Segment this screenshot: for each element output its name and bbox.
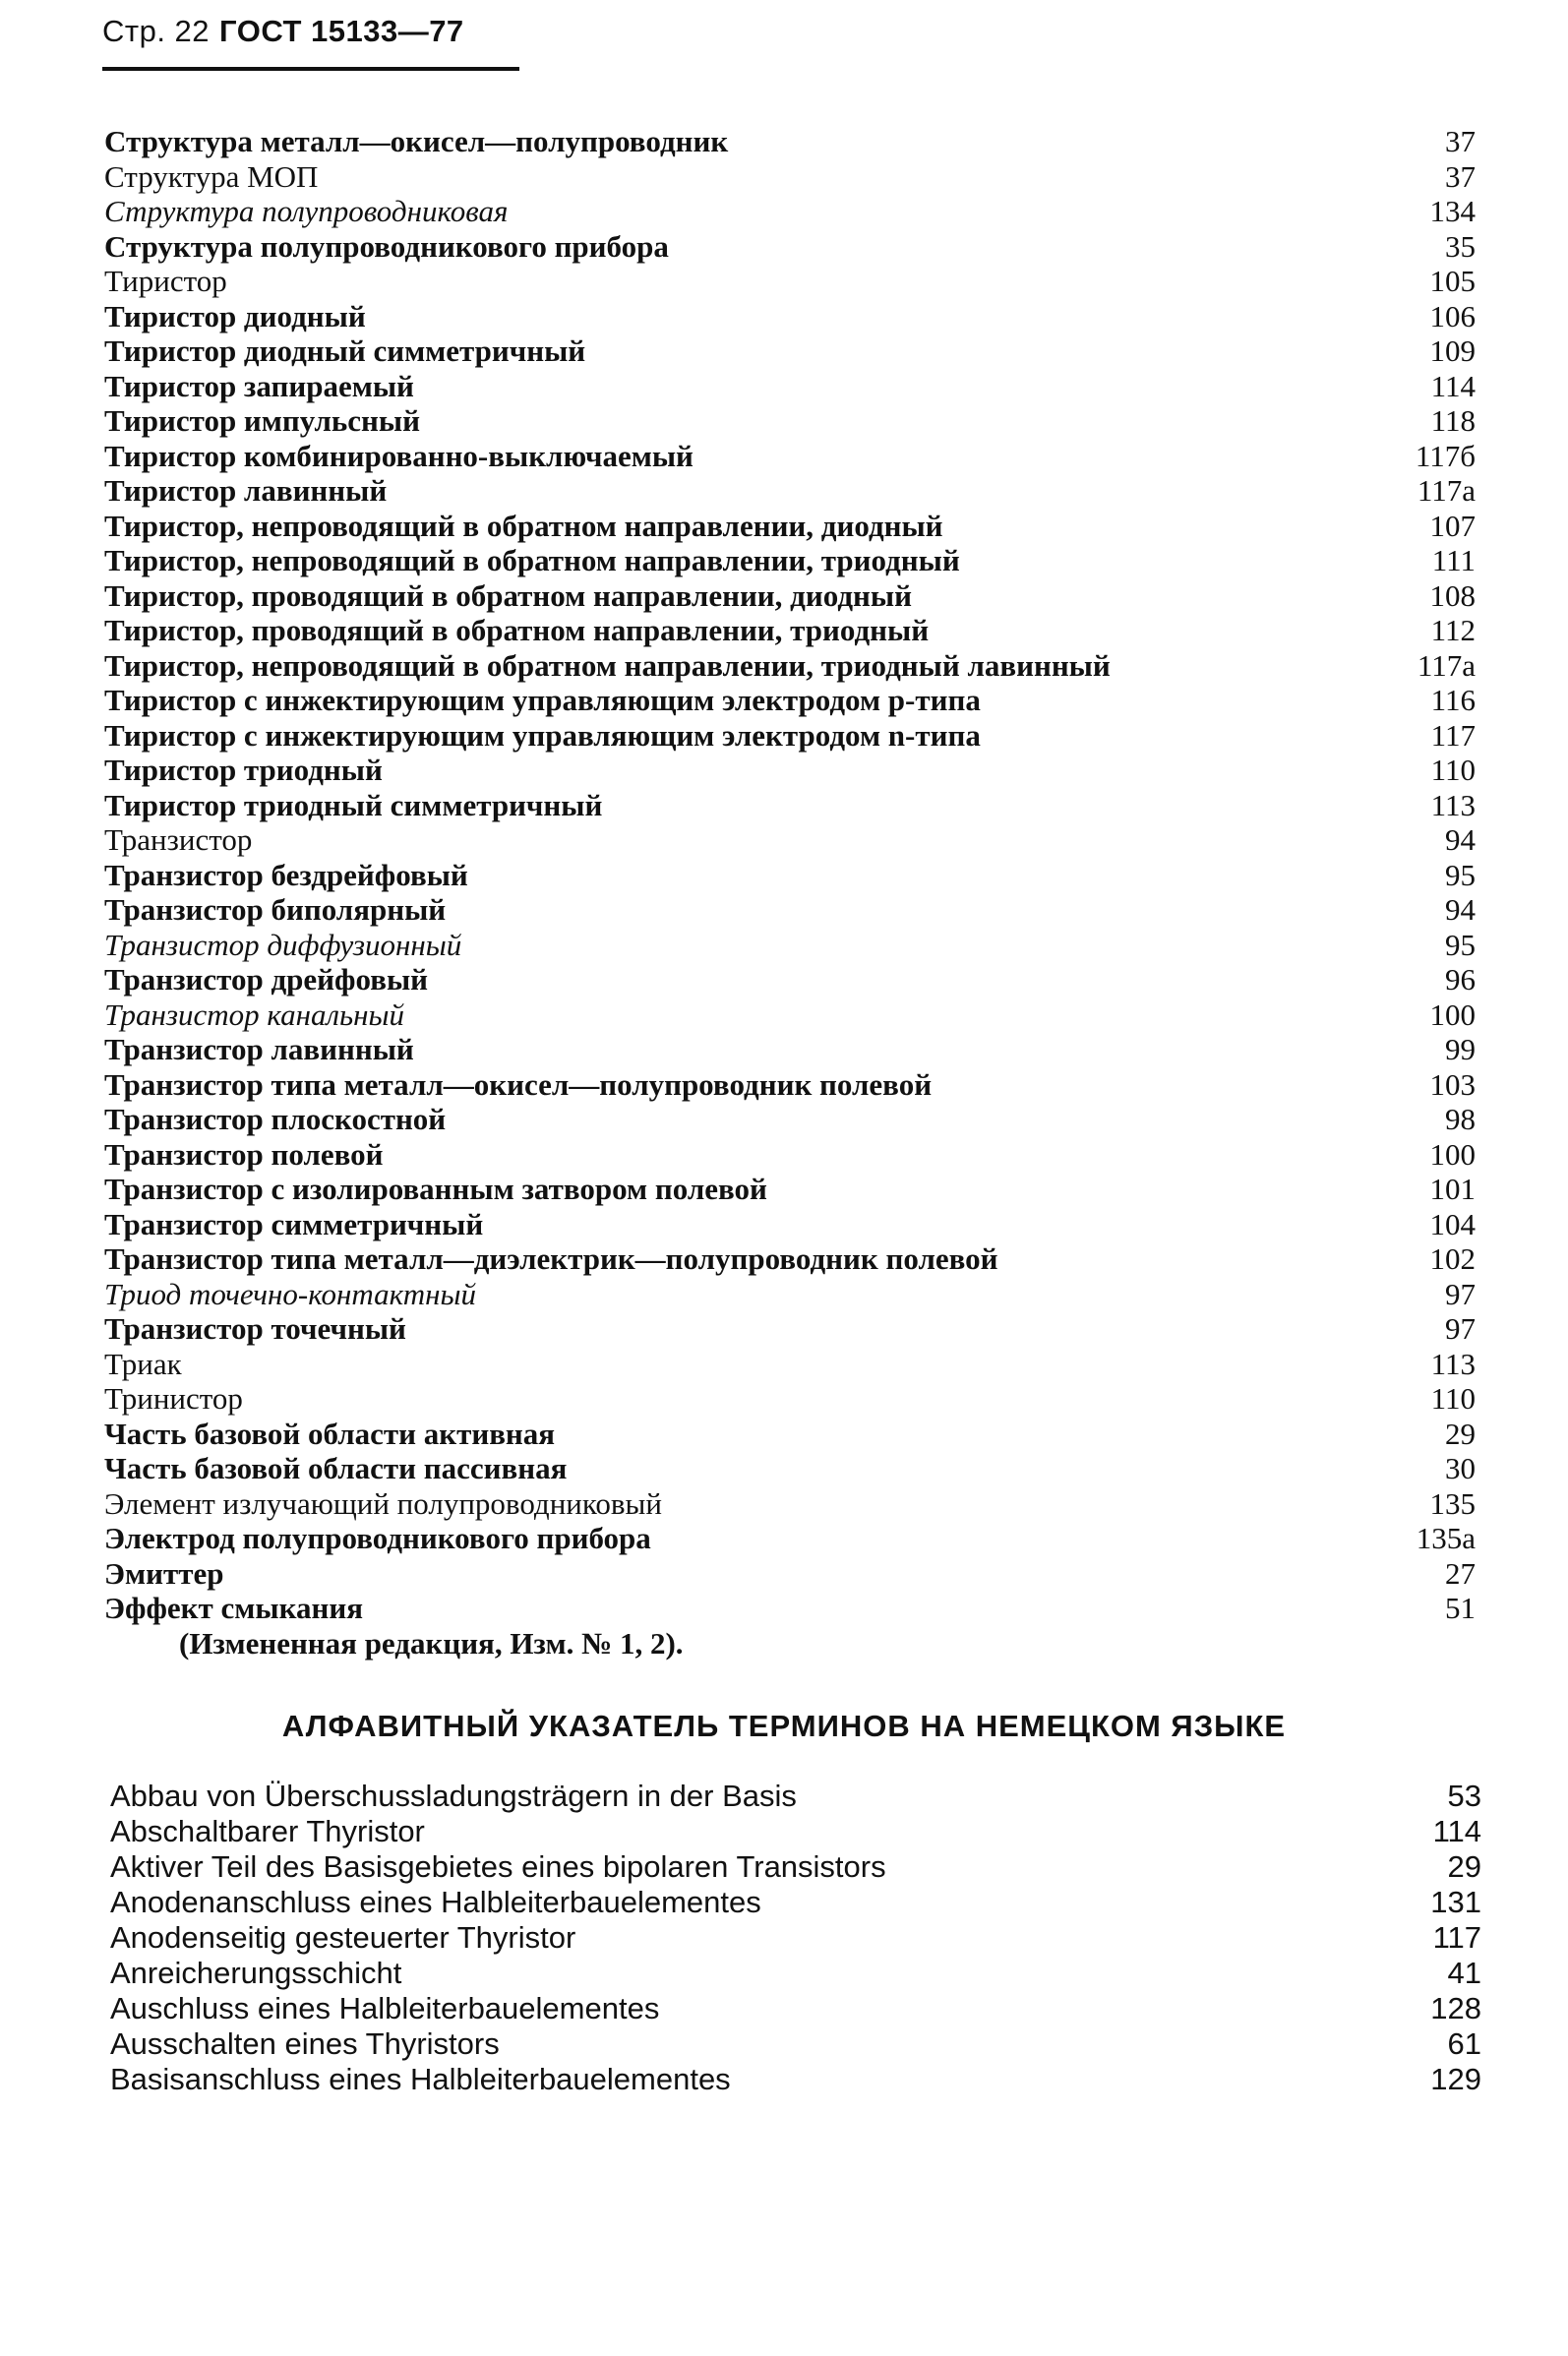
index-entry [104, 1102, 1476, 1137]
index-entry [104, 788, 1476, 823]
index-page-number: 117 [1432, 1920, 1481, 1955]
index-page-number: 95 [1445, 927, 1476, 962]
index-term: Anreicherungsschicht [110, 1956, 402, 1990]
index-page-number: 100 [1429, 1136, 1476, 1172]
index-term: Aktiver Teil des Basisgebietes eines bipolaren Transistors [110, 1849, 886, 1884]
index-entry [110, 1885, 1481, 1920]
index-entry [110, 1991, 1481, 2026]
index-term: Структура металл—окисел—полупроводник [104, 124, 729, 158]
index-entry [104, 1207, 1476, 1242]
index-page-number: 109 [1429, 333, 1476, 368]
index-page-number: 51 [1445, 1591, 1476, 1625]
index-page-number: 134 [1429, 194, 1476, 228]
index-entry [104, 648, 1476, 684]
index-page-number: 41 [1447, 1956, 1481, 1990]
index-page-number: 135а [1416, 1521, 1476, 1555]
index-page-number: 29 [1445, 1416, 1476, 1451]
index-entry [104, 928, 1476, 963]
index-page-number: 97 [1445, 1311, 1476, 1346]
index-page-number: 106 [1429, 298, 1476, 333]
index-entry [104, 473, 1476, 509]
index-term: Anodenanschluss eines Halbleiterbauelementes [110, 1885, 761, 1919]
index-page-number: 107 [1429, 508, 1476, 543]
index-page-number: 27 [1445, 1555, 1476, 1591]
index-term: Транзистор точечный [104, 1311, 406, 1346]
index-page-number: 29 [1447, 1849, 1481, 1884]
index-entry [110, 1849, 1481, 1885]
standard-number: ГОСТ 15133—77 [219, 14, 464, 48]
index-term: Транзистор типа металл—окисел—полупроводник полевой [104, 1066, 933, 1102]
index-entry [104, 159, 1476, 195]
index-page-number: 97 [1445, 1276, 1476, 1311]
index-entry [104, 1277, 1476, 1312]
index-page-number: 116 [1430, 683, 1476, 717]
index-page-number: 108 [1429, 577, 1476, 613]
index-entry [104, 1521, 1476, 1556]
index-term: Тиристор [104, 264, 227, 298]
index-page-number: 113 [1430, 1346, 1476, 1381]
index-term: Транзистор канальный [104, 997, 404, 1032]
index-term: Транзистор полевой [104, 1136, 384, 1172]
index-page-number: 118 [1430, 403, 1476, 438]
index-page-number: 117а [1417, 473, 1476, 508]
index-entry [104, 124, 1476, 159]
index-term: Тиристор триодный [104, 753, 383, 787]
index-term: Тиристор лавинный [104, 473, 388, 508]
page-header [102, 14, 464, 49]
index-term: Auschluss eines Halbleiterbauelementes [110, 1991, 660, 2025]
index-entry [104, 1381, 1476, 1417]
index-term: Тиристор с инжектирующим управляющим электродом p-типа [104, 683, 981, 717]
index-entry [104, 858, 1476, 893]
index-page-number: 37 [1445, 124, 1476, 158]
index-entry [104, 1347, 1476, 1382]
index-term: Тиристор, проводящий в обратном направлении, триодный [104, 613, 930, 647]
index-page-number: 129 [1430, 2062, 1481, 2096]
index-term: Тиристор, непроводящий в обратном направлении, триодный лавинный [104, 647, 1111, 683]
index-page-number: 103 [1429, 1066, 1476, 1102]
index-term: Транзистор бездрейфовый [104, 857, 468, 892]
index-term: Транзистор [104, 822, 253, 857]
russian-term-index [104, 124, 1476, 1661]
index-entry [104, 194, 1476, 229]
index-entry [104, 1591, 1476, 1626]
german-term-index [110, 1779, 1481, 2097]
index-entry [104, 997, 1476, 1033]
index-entry [110, 1814, 1481, 1849]
index-entry [104, 403, 1476, 439]
index-term: Тиристор, проводящий в обратном направлении, диодный [104, 577, 912, 613]
index-entry [104, 822, 1476, 858]
index-term: Структура МОП [104, 158, 319, 194]
index-term: Тиристор триодный симметричный [104, 787, 603, 822]
index-term: Тиристор, непроводящий в обратном направлении, диодный [104, 508, 943, 543]
index-page-number: 35 [1445, 228, 1476, 264]
index-entry [104, 1311, 1476, 1347]
index-entry [110, 2026, 1481, 2062]
index-term: Часть базовой области активная [104, 1416, 556, 1451]
index-term: Часть базовой области пассивная [104, 1451, 568, 1485]
index-page-number: 111 [1431, 543, 1476, 577]
index-term: Тиристор, непроводящий в обратном направлении, триодный [104, 543, 960, 577]
index-page-number: 110 [1430, 753, 1476, 787]
index-page-number: 102 [1429, 1241, 1476, 1276]
index-entry [104, 1241, 1476, 1277]
index-page-number: 104 [1429, 1206, 1476, 1241]
index-page-number: 98 [1445, 1102, 1476, 1136]
index-entry [104, 683, 1476, 718]
index-entry [104, 299, 1476, 334]
index-entry [104, 753, 1476, 788]
index-page-number: 105 [1429, 264, 1476, 298]
index-term: Abbau von Überschussladungsträgern in der Basis [110, 1779, 797, 1813]
index-entry [104, 892, 1476, 928]
index-term: Транзистор биполярный [104, 892, 447, 927]
index-page-number: 113 [1430, 787, 1476, 822]
index-entry [104, 613, 1476, 648]
index-term: Триод точечно-контактный [104, 1276, 477, 1311]
header-rule [102, 67, 519, 71]
index-term: Транзистор диффузионный [104, 927, 462, 962]
index-page-number: 37 [1445, 158, 1476, 194]
index-entry [104, 718, 1476, 754]
index-entry [104, 578, 1476, 614]
index-term: Элемент излучающий полупроводниковый [104, 1485, 662, 1521]
index-term: Транзистор плоскостной [104, 1102, 447, 1136]
index-term: Тиристор импульсный [104, 403, 420, 438]
index-entry [104, 1172, 1476, 1207]
index-page-number: 100 [1429, 997, 1476, 1032]
index-entry [104, 1451, 1476, 1486]
index-entry [104, 439, 1476, 474]
index-page-number: 135 [1429, 1485, 1476, 1521]
index-page-number: 95 [1445, 857, 1476, 892]
index-entry [104, 1067, 1476, 1103]
index-entry [110, 2062, 1481, 2097]
index-entry [104, 369, 1476, 404]
index-page-number: 94 [1445, 822, 1476, 857]
index-term: Транзистор дрейфовый [104, 962, 429, 997]
index-entry [104, 1417, 1476, 1452]
index-term: Ausschalten eines Thyristors [110, 2026, 500, 2061]
index-page-number: 94 [1445, 892, 1476, 927]
index-term: Тиристор с инжектирующим управляющим электродом n-типа [104, 717, 981, 753]
index-term: Basisanschluss eines Halbleiterbauelementes [110, 2062, 731, 2096]
index-term: Тиристор комбинированно-выключаемый [104, 438, 694, 473]
index-entry [104, 962, 1476, 997]
index-page-number: 117а [1417, 647, 1476, 683]
german-index-heading: АЛФАВИТНЫЙ УКАЗАТЕЛЬ ТЕРМИНОВ НА НЕМЕЦКОМ ЯЗЫКЕ [281, 1709, 1287, 1743]
index-term: Anodenseitig gesteuerter Thyristor [110, 1920, 576, 1955]
index-term: Тиристор запираемый [104, 368, 414, 403]
index-term: Транзистор лавинный [104, 1032, 414, 1066]
index-page-number: 53 [1447, 1779, 1481, 1813]
index-page-number: 117б [1415, 438, 1476, 473]
index-page-number: 114 [1430, 368, 1476, 403]
index-term: Abschaltbarer Thyristor [110, 1814, 425, 1848]
index-term: Тиристор диодный симметричный [104, 333, 586, 368]
index-term: Эффект смыкания [104, 1591, 363, 1625]
index-page-number: 112 [1430, 613, 1476, 647]
index-entry [104, 229, 1476, 265]
index-page-number: 117 [1430, 717, 1476, 753]
index-entry [104, 1032, 1476, 1067]
index-page-number: 128 [1430, 1991, 1481, 2025]
index-page-number: 114 [1432, 1814, 1481, 1848]
index-page-number: 96 [1445, 962, 1476, 997]
index-term: Структура полупроводникового прибора [104, 228, 669, 264]
index-entry [104, 264, 1476, 299]
index-entry [104, 1137, 1476, 1173]
index-entry [104, 509, 1476, 544]
index-entry [104, 1556, 1476, 1592]
index-term: Транзистор типа металл—диэлектрик—полупроводник полевой [104, 1241, 998, 1276]
revision-note: (Измененная редакция, Изм. № 1, 2). [179, 1625, 684, 1661]
index-term: Транзистор симметричный [104, 1206, 484, 1241]
index-entry [110, 1779, 1481, 1814]
index-page-number: 99 [1445, 1032, 1476, 1066]
index-term: Электрод полупроводникового прибора [104, 1521, 651, 1555]
index-page-number: 110 [1430, 1381, 1476, 1416]
index-term: Эмиттер [104, 1555, 224, 1591]
index-entry [104, 1486, 1476, 1522]
index-term: Структура полупроводниковая [104, 194, 509, 228]
index-page-number: 30 [1445, 1451, 1476, 1485]
index-page-number: 101 [1429, 1172, 1476, 1206]
index-entry [104, 543, 1476, 578]
index-entry [104, 333, 1476, 369]
index-term: Тиристор диодный [104, 298, 366, 333]
index-page-number: 61 [1447, 2026, 1481, 2061]
index-entry [110, 1956, 1481, 1991]
index-term: Триак [104, 1346, 182, 1381]
index-term: Транзистор с изолированным затвором полевой [104, 1172, 767, 1206]
index-term: Тринистор [104, 1381, 243, 1416]
index-page-number: 131 [1430, 1885, 1481, 1919]
index-entry [110, 1920, 1481, 1956]
page-number: Стр. 22 [102, 14, 211, 48]
